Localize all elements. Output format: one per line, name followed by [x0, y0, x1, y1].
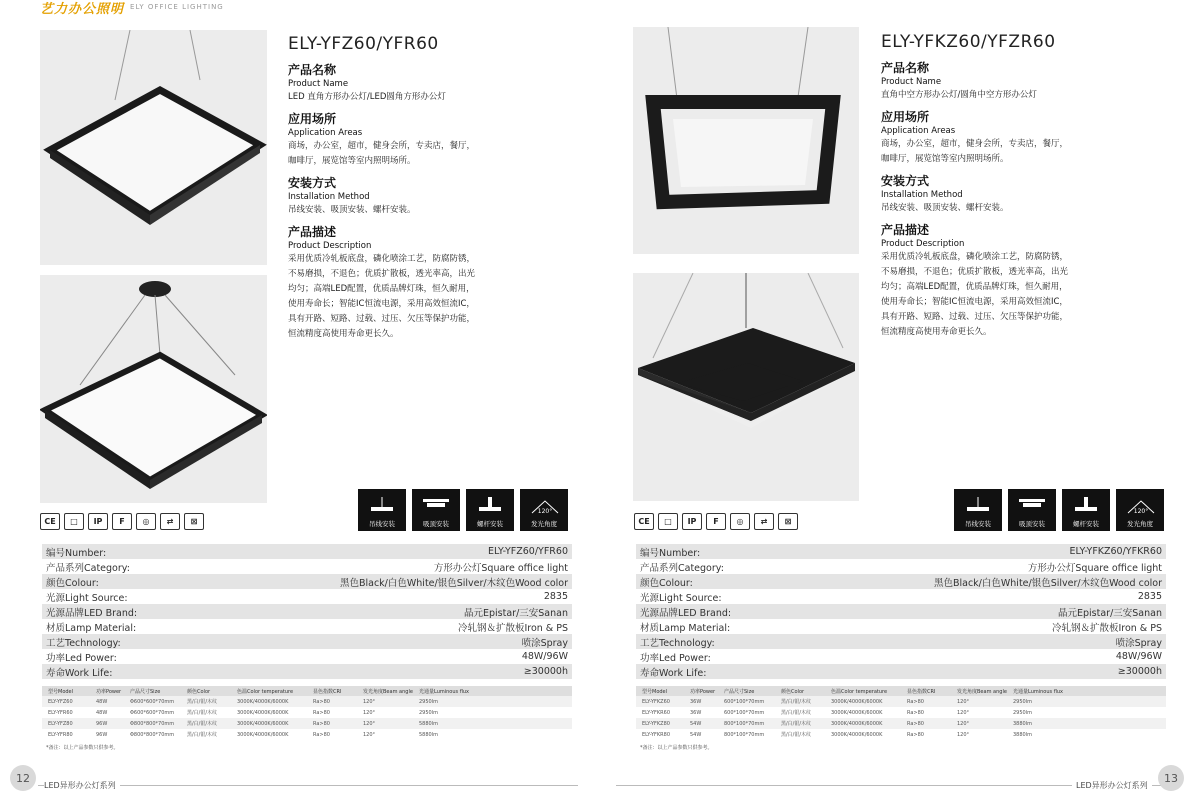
table-cell: 黑/白/银/木纹 — [187, 732, 218, 738]
table-cell: 800*100*70mm — [724, 731, 765, 738]
table-cell: 3000K/4000K/6000K — [237, 720, 289, 727]
ip-rating-icon: IP — [682, 513, 702, 530]
table-cell: Φ800*800*70mm — [130, 731, 175, 738]
table-cell: 黑/白/银/木纹 — [187, 710, 218, 716]
description-line: 使用寿命长；智能IC恒流电源，采用高效恒流IC， — [288, 299, 475, 309]
table-cell: 颜色Color — [187, 688, 211, 695]
table-cell: ELY-YFKR60 — [642, 709, 670, 716]
product-photo-square-pendant — [40, 30, 267, 265]
table-cell: Ra>80 — [313, 709, 330, 716]
description-line: 采用优质冷轧板底盘，磷化喷涂工艺，防腐防锈， — [288, 254, 476, 264]
mount-label: 发光角度 — [1127, 520, 1153, 528]
series-name: LED异形办公灯系列 — [1072, 780, 1152, 791]
table-cell: ELY-YFR80 — [48, 731, 73, 738]
table-header-row — [636, 686, 1166, 696]
product-photo-square-suspended — [40, 275, 267, 503]
table-row — [42, 718, 572, 729]
model-title: ELY-YFKZ60/YFZR60 — [881, 32, 1056, 52]
table-cell: 2950lm — [1013, 709, 1032, 716]
weee-bin-icon: ⊠ — [778, 513, 798, 530]
spec-row: 工艺Technology: 喷涂Spray — [42, 634, 572, 649]
table-note: *备注：以上产品参数只供参考。 — [640, 745, 713, 751]
product-name-heading: 产品名称 — [881, 61, 930, 75]
table-cell: 型号Model — [642, 688, 668, 695]
installation-heading: 安装方式 — [288, 176, 337, 190]
table-cell: 型号Model — [48, 688, 74, 695]
table-cell: 36W — [690, 698, 702, 705]
table-cell: 48W — [96, 698, 108, 705]
weee-bin-icon: ⊠ — [184, 513, 204, 530]
table-cell: 黑/白/银/木纹 — [781, 710, 812, 716]
table-cell: 色温Color temperature — [237, 688, 294, 695]
table-cell: 黑/白/银/木纹 — [781, 721, 812, 727]
table-cell: 2950lm — [419, 709, 438, 716]
ip-rating-icon: IP — [88, 513, 108, 530]
table-cell: 发光角度Beam angle — [957, 688, 1007, 695]
table-row — [42, 707, 572, 718]
f-mark-icon: F — [112, 513, 132, 530]
mount-label: 发光角度 — [531, 520, 557, 528]
table-cell: 光通量Luminous flux — [419, 688, 469, 695]
description-line: 具有开路、短路、过载、过压、欠压等保护功能， — [881, 312, 1069, 322]
spec-row: 颜色Colour: 黑色Black/白色White/银色Silver/木纹色Wood color — [636, 574, 1166, 589]
table-cell: 54W — [690, 720, 702, 727]
description-line: 均匀；高端LED配置，优质品牌灯珠，恒久耐用， — [288, 284, 475, 294]
table-cell: 产品尺寸Size — [130, 688, 161, 695]
table-cell: 发光角度Beam angle — [363, 688, 413, 695]
table-row — [636, 707, 1166, 718]
mounting-icons — [954, 489, 1164, 531]
mount-label: 螺杆安装 — [477, 520, 503, 528]
ce-icon: CE — [634, 513, 654, 530]
mount-label: 吸顶安装 — [1019, 520, 1045, 528]
installation-text: 吊线安装、吸顶安装、螺杆安装。 — [288, 205, 416, 215]
table-cell: 600*100*70mm — [724, 709, 765, 716]
table-cell: 2950lm — [419, 698, 438, 705]
mount-label: 吊线安装 — [965, 520, 991, 528]
spec-row: 功率Led Power: 48W/96W — [46, 651, 568, 664]
spec-row: 光源Light Source: 2835 — [640, 591, 1162, 604]
description-line: 采用优质冷轧板底盘，磷化喷涂工艺，防腐防锈， — [881, 252, 1069, 262]
table-cell: Φ800*800*70mm — [130, 720, 175, 727]
mount-label: 吸顶安装 — [423, 520, 449, 528]
no-flicker-icon: ◎ — [136, 513, 156, 530]
class-ii-icon: □ — [64, 513, 84, 530]
application-heading: 应用场所 — [288, 112, 337, 126]
table-cell: Ra>80 — [907, 720, 924, 727]
table-cell: 功率Power — [96, 688, 122, 695]
rod-mount-icon — [466, 489, 514, 531]
spec-row: 光源品牌LED Brand: 晶元Epistar/三安Sanan — [636, 604, 1166, 619]
table-cell: Ra>80 — [313, 731, 330, 738]
table-cell: ELY-YFKZ60 — [642, 698, 670, 705]
mount-label: 螺杆安装 — [1073, 520, 1099, 528]
application-heading-en: Application Areas — [288, 128, 363, 138]
mounting-icons — [358, 489, 568, 531]
application-text-2: 咖啡厅，展览馆等室内照明场所。 — [288, 156, 416, 166]
application-text-1: 商场，办公室，超市，健身会所，专卖店，餐厅， — [288, 141, 476, 151]
table-cell: 色温Color temperature — [831, 688, 888, 695]
spec-row: 寿命Work Life: ≥30000h — [636, 664, 1166, 679]
product-photo-hollow-square-suspended — [633, 273, 859, 501]
installation-text: 吊线安装、吸顶安装、螺杆安装。 — [881, 203, 1009, 213]
series-name: LED异形办公灯系列 — [44, 780, 120, 791]
table-cell: 光通量Luminous flux — [1013, 688, 1063, 695]
beam-angle-value: 120° — [1133, 508, 1149, 515]
table-cell: 120° — [363, 731, 376, 738]
table-cell: 3880lm — [1013, 720, 1032, 727]
table-cell: 3000K/4000K/6000K — [831, 709, 883, 716]
table-cell: 黑/白/银/木纹 — [781, 699, 812, 705]
table-cell: 3000K/4000K/6000K — [831, 731, 883, 738]
table-cell: 120° — [957, 720, 970, 727]
table-cell: 显色指数CRI — [313, 688, 342, 695]
table-cell: 120° — [363, 698, 376, 705]
table-note: *备注：以上产品参数只供参考。 — [46, 745, 119, 751]
description-line: 不易磨损，不退色；优质扩散板，透光率高，出光 — [881, 267, 1069, 277]
product-name-text: LED 直角方形办公灯/LED圆角方形办公灯 — [288, 92, 446, 102]
application-text-1: 商场，办公室，超市，健身会所，专卖店，餐厅， — [881, 139, 1069, 149]
table-cell: 颜色Color — [781, 688, 805, 695]
model-title: ELY-YFZ60/YFR60 — [288, 34, 439, 54]
wire-suspension-icon — [954, 489, 1002, 531]
description-heading-en: Product Description — [288, 241, 372, 251]
table-cell: 120° — [363, 720, 376, 727]
table-cell: 5880lm — [419, 731, 438, 738]
table-cell: 3000K/4000K/6000K — [831, 720, 883, 727]
beam-angle-value: 120° — [537, 508, 553, 515]
table-cell: 600*100*70mm — [724, 698, 765, 705]
product-name-heading: 产品名称 — [288, 63, 337, 77]
ceiling-mount-icon — [1008, 489, 1056, 531]
description-heading-en: Product Description — [881, 239, 965, 249]
table-cell: Ra>80 — [907, 709, 924, 716]
mount-label: 吊线安装 — [369, 520, 395, 528]
brand-logo-en: ELY OFFICE LIGHTING — [130, 3, 224, 11]
spec-list — [42, 544, 572, 679]
table-cell: 96W — [96, 720, 108, 727]
table-row — [42, 729, 572, 740]
ceiling-mount-icon — [412, 489, 460, 531]
product-info — [881, 56, 1117, 340]
table-cell: 3000K/4000K/6000K — [831, 698, 883, 705]
table-header-row — [42, 686, 572, 696]
spec-row: 产品系列Category: 方形办公灯Square office light — [640, 562, 1162, 574]
spec-row: 光源品牌LED Brand: 晶元Epistar/三安Sanan — [42, 604, 572, 619]
table-row — [42, 696, 572, 707]
cert-icons — [40, 513, 204, 530]
description-line: 具有开路、短路、过载、过压、欠压等保护功能， — [288, 314, 476, 324]
cert-icons — [634, 513, 798, 530]
ce-icon: CE — [40, 513, 60, 530]
spec-row: 光源Light Source: 2835 — [46, 591, 568, 604]
f-mark-icon: F — [706, 513, 726, 530]
no-flicker-icon: ◎ — [730, 513, 750, 530]
table-cell: 120° — [957, 698, 970, 705]
table-cell: ELY-YFZ80 — [48, 720, 73, 727]
application-heading: 应用场所 — [881, 110, 930, 124]
table-cell: 3880lm — [1013, 731, 1032, 738]
table-cell: Ra>80 — [313, 698, 330, 705]
table-cell: 120° — [957, 709, 970, 716]
brand-logo-cn: 艺力办公照明 — [40, 1, 125, 17]
table-cell: 36W — [690, 709, 702, 716]
table-row — [636, 718, 1166, 729]
beam-angle-icon — [520, 489, 568, 531]
wire-suspension-icon — [358, 489, 406, 531]
application-text-2: 咖啡厅，展览馆等室内照明场所。 — [881, 154, 1009, 164]
product-photo-hollow-square-pendant — [633, 27, 859, 254]
table-row — [636, 729, 1166, 740]
rod-mount-icon — [1062, 489, 1110, 531]
table-cell: 3000K/4000K/6000K — [237, 731, 289, 738]
description-line: 使用寿命长；智能IC恒流电源，采用高效恒流IC， — [881, 297, 1068, 307]
table-cell: 黑/白/银/木纹 — [187, 721, 218, 727]
table-cell: 800*100*70mm — [724, 720, 765, 727]
beam-angle-icon — [1116, 489, 1164, 531]
spec-row: 寿命Work Life: ≥30000h — [42, 664, 572, 679]
product-info — [288, 58, 524, 342]
spec-row: 产品系列Category: 方形办公灯Square office light — [46, 562, 568, 574]
table-cell: 96W — [96, 731, 108, 738]
table-cell: Ra>80 — [907, 698, 924, 705]
product-name-heading-en: Product Name — [881, 77, 942, 87]
table-cell: 功率Power — [690, 688, 716, 695]
table-cell: 120° — [957, 731, 970, 738]
spec-row: 材质Lamp Material: 冷轧钢＆扩散板Iron & PS — [46, 622, 568, 634]
description-heading: 产品描述 — [881, 223, 930, 237]
installation-heading-en: Installation Method — [881, 190, 963, 200]
table-cell: ELY-YFKR80 — [642, 731, 670, 738]
table-cell: 产品尺寸Size — [724, 688, 755, 695]
table-cell: Φ600*600*70mm — [130, 709, 175, 716]
table-cell: Φ600*600*70mm — [130, 698, 175, 705]
table-cell: 3000K/4000K/6000K — [237, 709, 289, 716]
right-page — [596, 0, 1192, 799]
table-row — [636, 696, 1166, 707]
spec-list — [636, 544, 1166, 679]
table-cell: 黑/白/银/木纹 — [781, 732, 812, 738]
model-table — [636, 686, 1166, 740]
table-cell: 48W — [96, 709, 108, 716]
class-ii-icon: □ — [658, 513, 678, 530]
model-table — [42, 686, 572, 740]
page-number: 12 — [10, 765, 36, 791]
table-cell: ELY-YFZ60 — [48, 698, 73, 705]
description-line: 恒流精度高使用寿命更长久。 — [881, 327, 992, 337]
table-cell: 120° — [363, 709, 376, 716]
application-heading-en: Application Areas — [881, 126, 956, 136]
recycle-icon: ⇄ — [754, 513, 774, 530]
description-line: 均匀；高端LED配置，优质品牌灯珠，恒久耐用， — [881, 282, 1068, 292]
page-number: 13 — [1158, 765, 1184, 791]
table-cell: 3000K/4000K/6000K — [237, 698, 289, 705]
product-name-text: 直角中空方形办公灯/圆角中空方形办公灯 — [881, 90, 1037, 100]
table-cell: 2950lm — [1013, 698, 1032, 705]
description-line: 不易磨损，不退色；优质扩散板，透光率高，出光 — [288, 269, 476, 279]
spec-row: 材质Lamp Material: 冷轧钢＆扩散板Iron & PS — [640, 622, 1162, 634]
spec-row: 功率Led Power: 48W/96W — [640, 651, 1162, 664]
spec-row: 编号Number: ELY-YFKZ60/YFKR60 — [636, 544, 1166, 559]
description-heading: 产品描述 — [288, 225, 337, 239]
table-cell: 54W — [690, 731, 702, 738]
table-cell: 显色指数CRI — [907, 688, 936, 695]
recycle-icon: ⇄ — [160, 513, 180, 530]
table-cell: ELY-YFR60 — [48, 709, 73, 716]
installation-heading: 安装方式 — [881, 174, 930, 188]
table-cell: 5880lm — [419, 720, 438, 727]
description-line: 恒流精度高使用寿命更长久。 — [288, 329, 399, 339]
spec-row: 编号Number: ELY-YFZ60/YFR60 — [42, 544, 572, 559]
table-cell: Ra>80 — [313, 720, 330, 727]
spec-row: 工艺Technology: 喷涂Spray — [636, 634, 1166, 649]
table-cell: 黑/白/银/木纹 — [187, 699, 218, 705]
spec-row: 颜色Colour: 黑色Black/白色White/银色Silver/木纹色Wood color — [42, 574, 572, 589]
table-cell: ELY-YFKZ80 — [642, 720, 670, 727]
table-cell: Ra>80 — [907, 731, 924, 738]
installation-heading-en: Installation Method — [288, 192, 370, 202]
product-name-heading-en: Product Name — [288, 79, 349, 89]
